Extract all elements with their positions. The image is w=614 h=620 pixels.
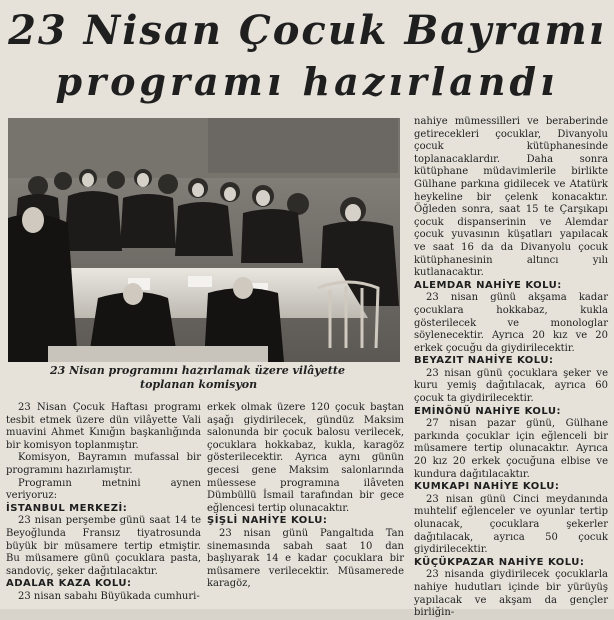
article-column-1 [6,402,201,604]
paragraph: 27 nisan pazar günü, Gülhane parkında çocuklar için eğlenceli bir müsamere tertip olunacaktır. Ayrıca 20 kız 20 erkek çocuğuna elbise ve kundura dağıtılacaktır. [414,418,608,480]
paragraph: Programın metnini aynen veriyoruz: [6,477,201,502]
paragraph: Komisyon, Bayramın mufassal bir programını hazırlamıştır. [6,452,201,476]
section-heading: KÜÇÜKPAZAR NAHİYE KOLU: [414,556,585,568]
paragraph: 23 nisanda giydirilecek çocuklarla nahiye hudutları içinde bir yürüyüş yapılacak ve akşam da gençler birliğin- [414,569,608,619]
section-heading: İSTANBUL MERKEZİ: [6,502,128,514]
paragraph: erkek olmak üzere 120 çocuk baştan aşağı giydirilecek, gündüz Maksim salonunda bir çocuk balosu verilecek, çocuklara hokkabaz, kukla, karagöz gösterilecektir. Ayrıca aynı günün gecesi gene Maksim salonlarında müessese programına ilâveten Dümbüllü İsmail tarafından bir gece eğlencesi tertip olunacaktır. [207,402,404,514]
headline [0,0,614,116]
section-heading: ALEMDAR NAHİYE KOLU: [414,279,562,291]
photo-caption [40,362,400,396]
paragraph: nahiye mümessilleri ve beraberinde getirecekleri çocuklar, Divanyolu çocuk kütüphanesinde toplanacaklardır. Daha sonra kütüphane müdavimlerile birlikte Gülhane parkına gidilecek ve Atatürk heykeline bir çelenk konacaktır. Öğleden sonra, saat 15 te Çarşıkapı çocuk dispanserinin ve Alemdar çocuk yuvasının küşatları yapılacak ve saat 16 da da Divanyolu çocuk kütüphanesinin altıncı yılı kutlanacaktır. [414,116,608,279]
section-heading: BEYAZIT NAHİYE KOLU: [414,355,554,367]
paragraph: 23 nisan sabahı Büyükada cumhuri- [18,590,200,602]
headline-line-2: programı hazırlandı [55,59,559,104]
caption-line-2: toplanan komisyon [140,378,258,391]
section-heading: ADALAR KAZA KOLU: [6,578,132,590]
paragraph: 23 nisan günü çocuklara şeker ve kuru yemiş dağıtılacak, ayrıca 60 çocuk ta giydirilecektir. [414,367,608,405]
paragraph: 23 nisan günü akşama kadar çocuklara hokkabaz, kukla gösterilecek ve monologlar söylenecektir. Ayrıca 20 kız ve 20 erkek çocuğu da giydirilecektir. [414,292,608,354]
paragraph: 23 Nisan Çocuk Haftası programı tesbit etmek üzere dün vilâyette Vali muavini Ahmet Kınığın başkanlığında bir komisyon toplanmıştır. [6,402,201,451]
section-heading: KUMKAPI NAHİYE KOLU: [414,481,560,493]
paragraph: 23 nisan günü Pangaltıda Tan sinemasında sabah saat 10 dan başlıyarak 14 e kadar çocuklara bir müsamere verilecektir. Müsamerede karagöz, [207,527,404,590]
section-heading: ŞİŞLİ NAHİYE KOLU: [207,515,328,527]
committee-photo [8,118,400,362]
headline-line-1: 23 Nisan Çocuk Bayramı [8,7,606,54]
paragraph: 23 nisan günü Cinci meydanında muhtelif eğlenceler ve oyunlar tertip olunacak, çocuklara şekerler dağıtılacak, ayrıca 50 çocuk giydirilecektir. [414,493,608,556]
article-column-2 [207,402,404,591]
article-column-3 [414,116,608,620]
caption-line-1: 23 Nisan programını hazırlamak üzere vilâyette [50,364,345,377]
paragraph: 23 nisan perşembe günü saat 14 te Beyoğlunda Fransız tiyatrosunda büyük bir müsamere tertip etmiştir. Bu müsamere günü çocuklara pasta, sandoviç, şeker dağıtılacaktır. [6,515,201,577]
section-heading: EMİNÖNÜ NAHİYE KOLU: [414,405,562,417]
